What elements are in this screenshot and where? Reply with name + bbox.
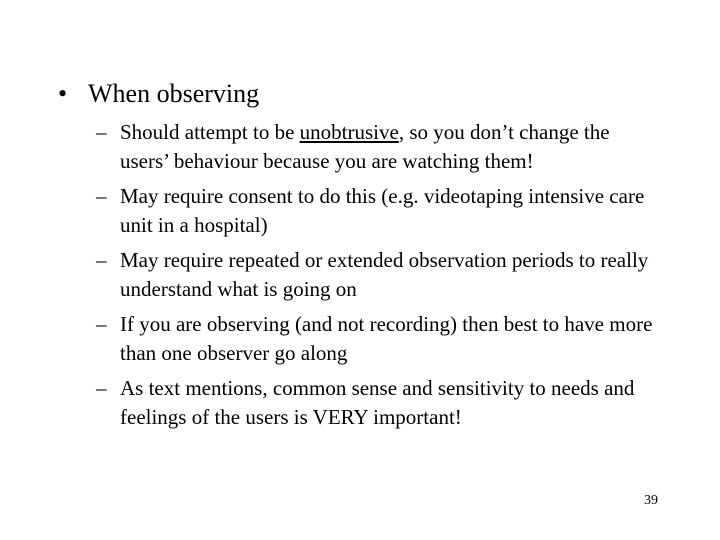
dash-icon: – xyxy=(96,248,107,272)
list-item xyxy=(96,246,656,304)
dash-icon: – xyxy=(96,120,107,144)
list-item-text: May require repeated or extended observation periods to really understand what is going on xyxy=(120,248,649,301)
list-item xyxy=(96,118,656,176)
list-item xyxy=(96,182,656,240)
sub-bullet-list xyxy=(96,118,656,438)
list-item-text: May require consent to do this (e.g. videotaping intensive care unit in a hospital) xyxy=(120,184,645,237)
main-bullet xyxy=(58,78,259,110)
list-item xyxy=(96,310,656,368)
list-item-text: Should attempt to be unobtrusive, so you don’t change the users’ behaviour because you are watching them! xyxy=(120,120,610,173)
list-item-text: As text mentions, common sense and sensitivity to needs and feelings of the users is VERY important! xyxy=(120,376,635,429)
list-item xyxy=(96,374,656,432)
bullet-icon: • xyxy=(58,79,68,108)
dash-icon: – xyxy=(96,376,107,400)
underlined-word: unobtrusive xyxy=(299,120,399,144)
dash-icon: – xyxy=(96,312,107,336)
page-number: 39 xyxy=(644,493,658,508)
list-item-text: If you are observing (and not recording) then best to have more than one observer go along xyxy=(120,312,653,365)
bullet-heading: When observing xyxy=(88,79,260,108)
dash-icon: – xyxy=(96,184,107,208)
